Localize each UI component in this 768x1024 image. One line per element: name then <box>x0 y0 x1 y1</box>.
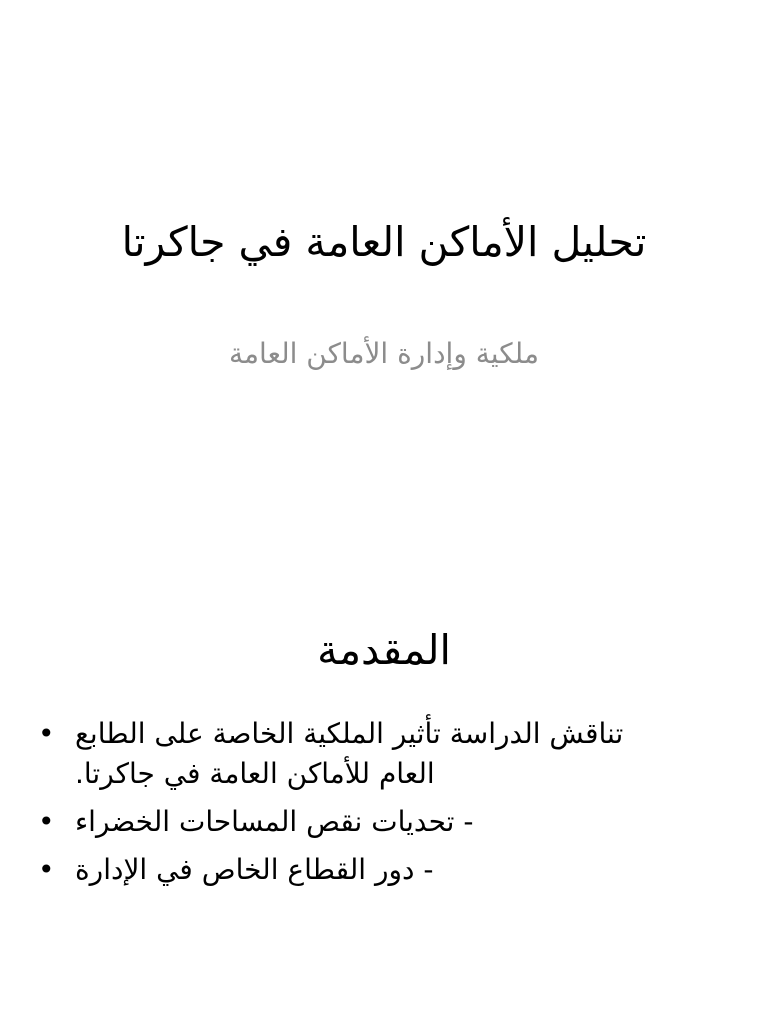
bullet-item <box>38 714 678 794</box>
bullet-text: - تحديات نقص المساحات الخضراء <box>75 805 474 838</box>
introduction-slide <box>0 512 768 1024</box>
slide-subtitle: ملكية وإدارة الأماكن العامة <box>229 337 539 370</box>
slide-title: تحليل الأماكن العامة في جاكرتا <box>121 218 647 266</box>
bullet-item <box>38 850 678 890</box>
bullet-text: تناقش الدراسة تأثير الملكية الخاصة على الطابع العام للأماكن العامة في جاكرتا. <box>75 717 624 790</box>
bullet-dot-icon: • <box>38 853 55 886</box>
bullet-text: - دور القطاع الخاص في الإدارة <box>75 853 434 886</box>
bullet-dot-icon: • <box>38 805 55 838</box>
bullet-dot-icon: • <box>38 717 55 750</box>
bullet-item <box>38 802 678 842</box>
bullet-list <box>38 714 678 898</box>
section-title: المقدمة <box>317 626 451 674</box>
